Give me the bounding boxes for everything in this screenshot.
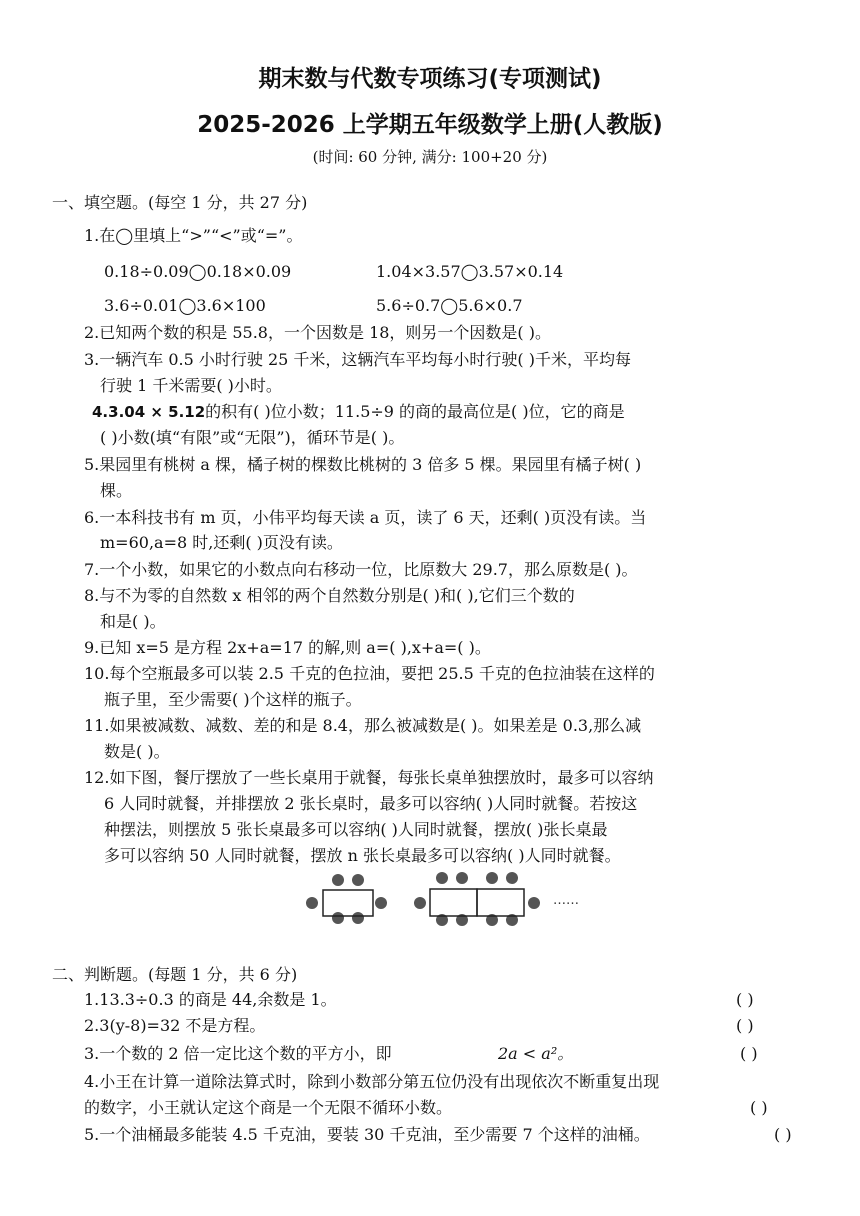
seat-dot [506,872,518,884]
question-6-line-2: m=60,a=8 时,还剩( )页没有读。 [100,533,343,552]
judgement-2-answer-box[interactable]: ( ) [736,1016,754,1035]
section-1-heading: 一、填空题。(每空 1 分，共 27 分) [52,193,308,212]
question-12-line-1: 12.如下图，餐厅摆放了一些长桌用于就餐，每张长桌单独摆放时，最多可以容纳 [84,768,654,787]
question-8-line-1: 8.与不为零的自然数 x 相邻的两个自然数分别是( )和( ),它们三个数的 [84,586,575,605]
table-seating-figure [300,866,600,932]
seat-dot [375,897,387,909]
double-table-arrangement [414,872,540,926]
question-7: 7.一个小数，如果它的小数点向右移动一位，比原数大 29.7，那么原数是( )。 [84,560,638,579]
question-11-line-2: 数是( )。 [104,742,170,761]
judgement-3: 3.一个数的 2 倍一定比这个数的平方小，即 [84,1044,392,1063]
question-10-line-1: 10.每个空瓶最多可以装 2.5 千克的色拉油，要把 25.5 千克的色拉油装在这样的 [84,664,655,683]
question-3-line-2: 行驶 1 千米需要( )小时。 [100,376,282,395]
page-subtitle: 2025-2026 上学期五年级数学上册(人教版) [197,112,663,138]
question-6-line-1: 6.一本科技书有 m 页，小伟平均每天读 a 页，读了 6 天，还剩( )页没有读。当 [84,508,647,527]
exam-info: (时间: 60 分钟, 满分: 100+20 分) [312,148,548,166]
section-2-heading: 二、判断题。(每题 1 分，共 6 分) [52,965,298,984]
question-5-line-2: 棵。 [100,481,133,500]
question-12-line-2: 6 人同时就餐，并排摆放 2 张长桌时，最多可以容纳( )人同时就餐。若按这 [104,794,638,813]
question-3-line-1: 3.一辆汽车 0.5 小时行驶 25 千米，这辆汽车平均每小时行驶( )千米，平均每 [84,350,631,369]
long-table-rect [323,890,373,916]
question-1b: 1.04×3.57◯3.57×0.14 [376,262,564,281]
seat-dot [332,874,344,886]
judgement-4-line-1: 4.小王在计算一道除法算式时，除到小数部分第五位仍没有出现依次不断重复出现 [84,1072,660,1091]
judgement-5: 5.一个油桶最多能装 4.5 千克油，要装 30 千克油，至少需要 7 个这样的油桶。 [84,1125,650,1144]
judgement-1-answer-box[interactable]: ( ) [736,990,754,1009]
seat-dot [436,872,448,884]
question-12-line-4: 多可以容纳 50 人同时就餐，摆放 n 张长桌最多可以容纳( )人同时就餐。 [104,846,621,865]
question-1c: 3.6÷0.01◯3.6×100 [104,296,266,315]
question-4-expression: 4.3.04 × 5.12 [92,403,206,421]
judgement-1: 1.13.3÷0.3 的商是 44,余数是 1。 [84,990,337,1009]
judgement-4-line-2: 的数字，小王就认定这个商是一个无限不循环小数。 [84,1098,453,1117]
seat-dot [306,897,318,909]
seat-dot [486,872,498,884]
long-table-rect [477,889,524,916]
figure-ellipsis: …… [553,893,579,908]
question-11-line-1: 11.如果被减数、减数、差的和是 8.4，那么被减数是( )。如果差是 0.3,那么减 [84,716,642,735]
question-4-line-1 [92,402,625,422]
seat-dot [352,874,364,886]
seat-dot [352,912,364,924]
question-9: 9.已知 x=5 是方程 2x+a=17 的解,则 a=( ),x+a=( )。 [84,638,491,657]
judgement-4-answer-box[interactable]: ( ) [750,1098,768,1117]
question-4-text: 的积有( )位小数；11.5÷9 的商的最高位是( )位，它的商是 [205,402,625,421]
question-5-line-1: 5.果园里有桃树 a 棵，橘子树的棵数比桃树的 3 倍多 5 棵。果园里有橘子树( ) [84,455,642,474]
seat-dot [332,912,344,924]
question-8-line-2: 和是( )。 [100,612,166,631]
judgement-3-inequality: 2a < a²。 [498,1044,574,1063]
question-1: 1.在◯里填上“>”“<”或“=”。 [84,226,303,245]
seat-dot [414,897,426,909]
single-table-arrangement [306,874,387,924]
judgement-5-answer-box[interactable]: ( ) [774,1125,792,1144]
question-2: 2.已知两个数的积是 55.8，一个因数是 18，则另一个因数是( )。 [84,323,551,342]
seat-dot [528,897,540,909]
question-12-line-3: 种摆法，则摆放 5 张长桌最多可以容纳( )人同时就餐，摆放( )张长桌最 [104,820,608,839]
judgement-2: 2.3(y-8)=32 不是方程。 [84,1016,266,1035]
question-4-line-2: ( )小数(填“有限”或“无限”)，循环节是( )。 [100,428,405,447]
page-title: 期末数与代数专项练习(专项测试) [258,66,602,92]
seat-dot [456,872,468,884]
question-1a: 0.18÷0.09◯0.18×0.09 [104,262,292,281]
question-1d: 5.6÷0.7◯5.6×0.7 [376,296,523,315]
long-table-rect [430,889,477,916]
judgement-3-answer-box[interactable]: ( ) [740,1044,758,1063]
question-10-line-2: 瓶子里，至少需要( )个这样的瓶子。 [104,690,362,709]
